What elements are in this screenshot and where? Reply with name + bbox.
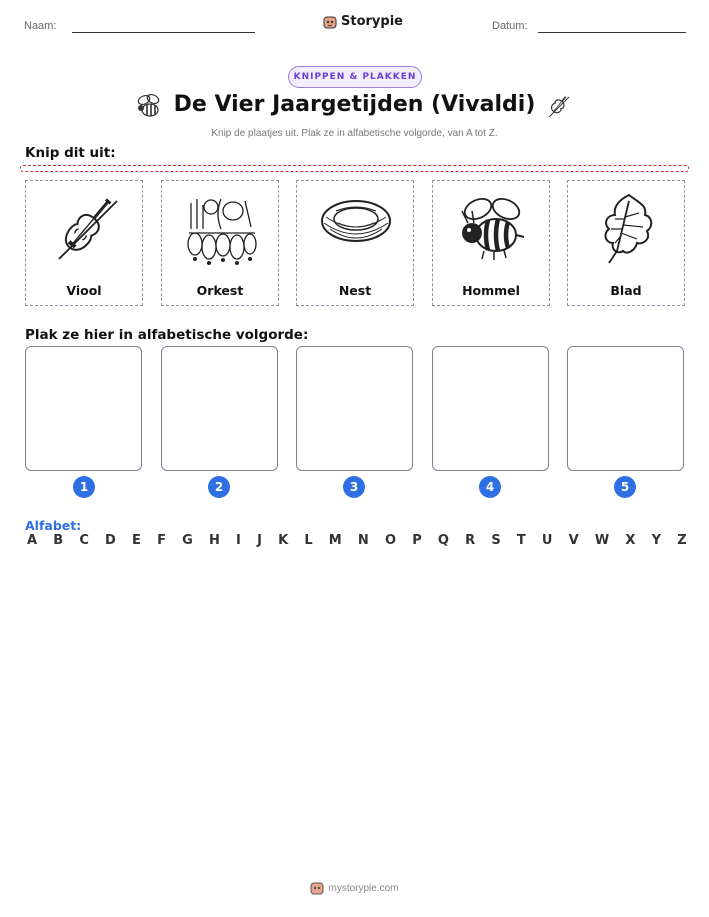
card-label: Hommel	[462, 283, 520, 298]
cut-heading: Knip dit uit:	[25, 145, 116, 161]
paste-slot-5[interactable]	[567, 346, 684, 471]
alphabet-letter: W	[594, 533, 610, 548]
alphabet-letter: L	[304, 533, 313, 548]
alphabet-letter: Q	[437, 533, 449, 548]
paste-slot-1[interactable]	[25, 346, 142, 471]
brand-logo	[323, 14, 403, 29]
alphabet-letter: C	[79, 533, 89, 548]
nest-icon	[316, 189, 396, 269]
leaf-icon	[587, 189, 667, 269]
slot-number-3: 3	[343, 476, 365, 498]
alphabet-letter: N	[357, 533, 369, 548]
alphabet-letter: S	[491, 533, 501, 548]
date-write-line[interactable]	[538, 32, 686, 33]
alphabet-letter: G	[182, 533, 193, 548]
cut-card-orkest[interactable]	[161, 180, 279, 306]
name-label: Naam:	[24, 20, 57, 32]
orchestra-icon	[181, 189, 261, 269]
brand-name: Storypie	[341, 14, 403, 29]
paste-heading: Plak ze hier in alfabetische volgorde:	[25, 327, 309, 343]
paste-slot-2[interactable]	[161, 346, 278, 471]
alphabet-letter: J	[257, 533, 262, 548]
alphabet-letter: I	[236, 533, 241, 548]
alphabet-letter: K	[278, 533, 289, 548]
card-label: Nest	[338, 283, 372, 298]
card-label: Orkest	[196, 283, 244, 298]
card-label: Blad	[610, 283, 642, 298]
card-label: Viool	[66, 283, 102, 298]
cut-card-nest[interactable]	[296, 180, 414, 306]
activity-badge: KNIPPEN & PLAKKEN	[288, 66, 422, 88]
paste-slot-3[interactable]	[296, 346, 413, 471]
storypie-mascot-icon	[323, 15, 337, 29]
slot-number-5: 5	[614, 476, 636, 498]
alphabet-letter: O	[384, 533, 397, 548]
page-title: De Vier Jaargetijden (Vivaldi)	[173, 92, 536, 117]
alphabet-letter: A	[27, 533, 38, 548]
name-write-line[interactable]	[72, 32, 255, 33]
cut-card-blad[interactable]	[567, 180, 685, 306]
slot-number-2: 2	[208, 476, 230, 498]
alphabet-letter: E	[132, 533, 141, 548]
bumblebee-icon	[452, 189, 532, 269]
footer	[0, 881, 709, 895]
storypie-mascot-icon	[310, 881, 324, 895]
alphabet-letter: Z	[677, 533, 687, 548]
paste-slot-4[interactable]	[432, 346, 549, 471]
alphabet-letter: F	[157, 533, 166, 548]
alphabet-letter: B	[53, 533, 64, 548]
alphabet-letter: V	[568, 533, 579, 548]
alphabet-letter: P	[412, 533, 422, 548]
alphabet-letter: D	[105, 533, 116, 548]
cut-guide-line	[20, 165, 689, 172]
footer-url[interactable]: mystorypie.com	[328, 882, 399, 894]
alphabet-letter: M	[328, 533, 342, 548]
instructions: Knip de plaatjes uit. Plak ze in alfabetische volgorde, van A tot Z.	[211, 128, 498, 139]
alphabet-letter: T	[516, 533, 526, 548]
alphabet-letter: U	[541, 533, 553, 548]
alphabet-letter: Y	[651, 533, 662, 548]
slot-number-4: 4	[479, 476, 501, 498]
alphabet-letter: R	[465, 533, 476, 548]
cut-card-viool[interactable]	[25, 180, 143, 306]
date-label: Datum:	[492, 20, 528, 32]
violin-icon	[45, 189, 125, 269]
alphabet-letter: X	[625, 533, 636, 548]
violin-icon	[543, 91, 573, 121]
slot-number-1: 1	[73, 476, 95, 498]
alphabet-row	[27, 533, 687, 548]
alphabet-letter: H	[208, 533, 220, 548]
cut-card-hommel[interactable]	[432, 180, 550, 306]
alphabet-heading: Alfabet:	[25, 518, 82, 533]
